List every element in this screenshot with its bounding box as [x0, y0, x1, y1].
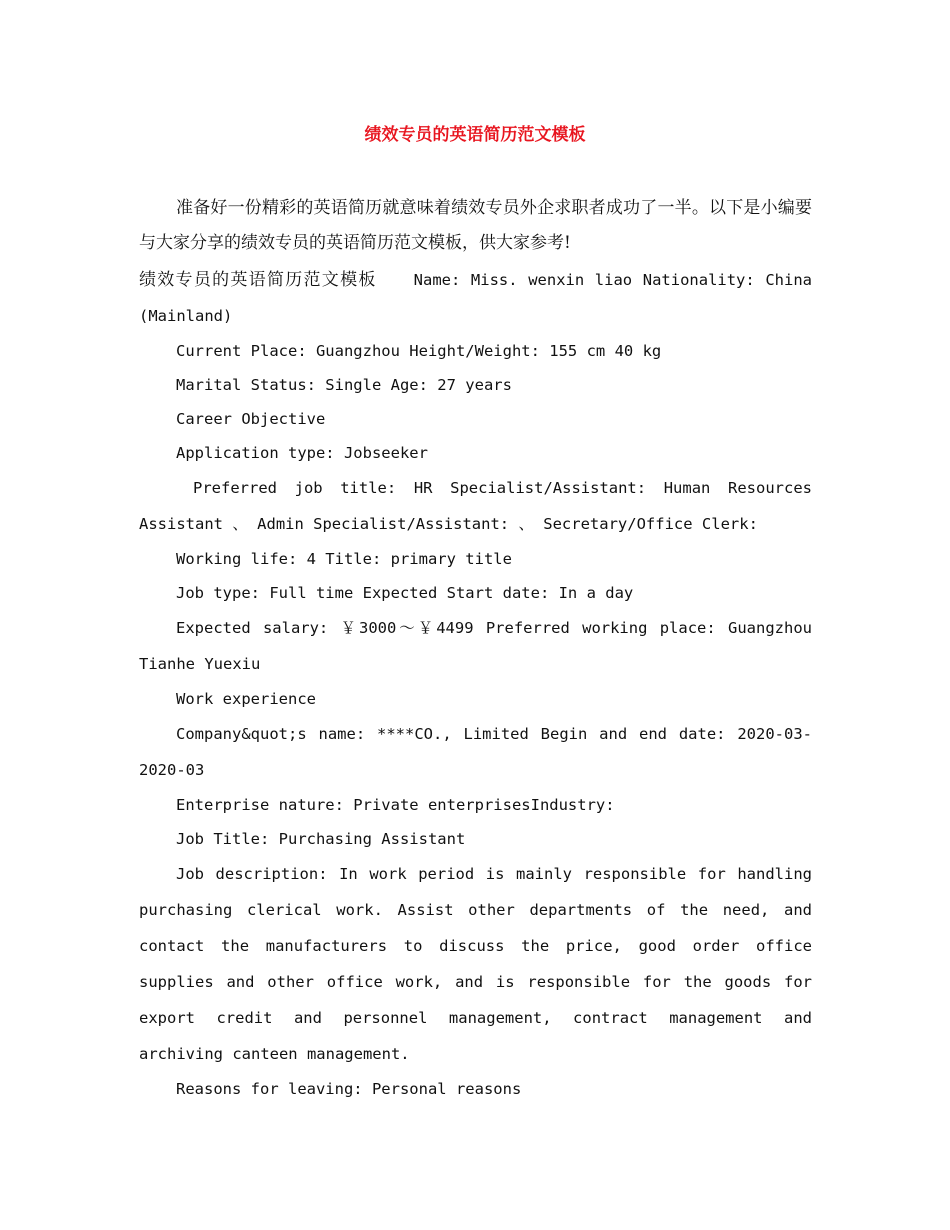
reasons-line: Reasons for leaving: Personal reasons [176, 1080, 522, 1098]
job-type-line: Job type: Full time Expected Start date: In a day [176, 584, 634, 602]
job-description-paragraph: Job description: In work period is mainly responsible for handling purchasing clerical work. Assist other departments of the need, and contact the manufacturers to discuss the price, good order office supplies and other office work, and is responsible for the goods for export credit and personnel management, contract management and archiving canteen management. [139, 865, 812, 1063]
career-objective-heading: Career Objective [176, 410, 326, 428]
expected-salary-paragraph: Expected salary: ￥3000～￥4499 Preferred working place: Guangzhou Tianhe Yuexiu [139, 619, 812, 673]
enterprise-line: Enterprise nature: Private enterprisesIndustry: [176, 796, 615, 814]
resume-heading: 绩效专员的英语简历范文模板 [139, 270, 377, 290]
current-place-line: Current Place: Guangzhou Height/Weight: 155 cm 40 kg [176, 342, 662, 360]
application-type-line: Application type: Jobseeker [176, 444, 428, 462]
company-paragraph: Company&quot;s name: ****CO., Limited Begin and end date: 2020-03-2020-03 [139, 725, 812, 779]
name-nationality-line [139, 262, 812, 334]
job-title-line: Job Title: Purchasing Assistant [176, 830, 466, 848]
preferred-title-paragraph: Preferred job title: HR Specialist/Assistant: Human Resources Assistant 、 Admin Specialist/Assistant: 、 Secretary/Office Clerk: [139, 479, 812, 533]
document-body [139, 191, 812, 1106]
intro-paragraph: 准备好一份精彩的英语简历就意味着绩效专员外企求职者成功了一半。以下是小编要与大家分享的绩效专员的英语简历范文模板，供大家参考! [139, 198, 812, 253]
name-nationality-text: Name: Miss. wenxin liao Nationality: China (Mainland) [139, 271, 812, 325]
marital-age-line: Marital Status: Single Age: 27 years [176, 376, 512, 394]
document-title: 绩效专员的英语简历范文模板 [364, 125, 586, 145]
work-experience-heading: Work experience [176, 690, 316, 708]
working-life-line: Working life: 4 Title: primary title [176, 550, 512, 568]
